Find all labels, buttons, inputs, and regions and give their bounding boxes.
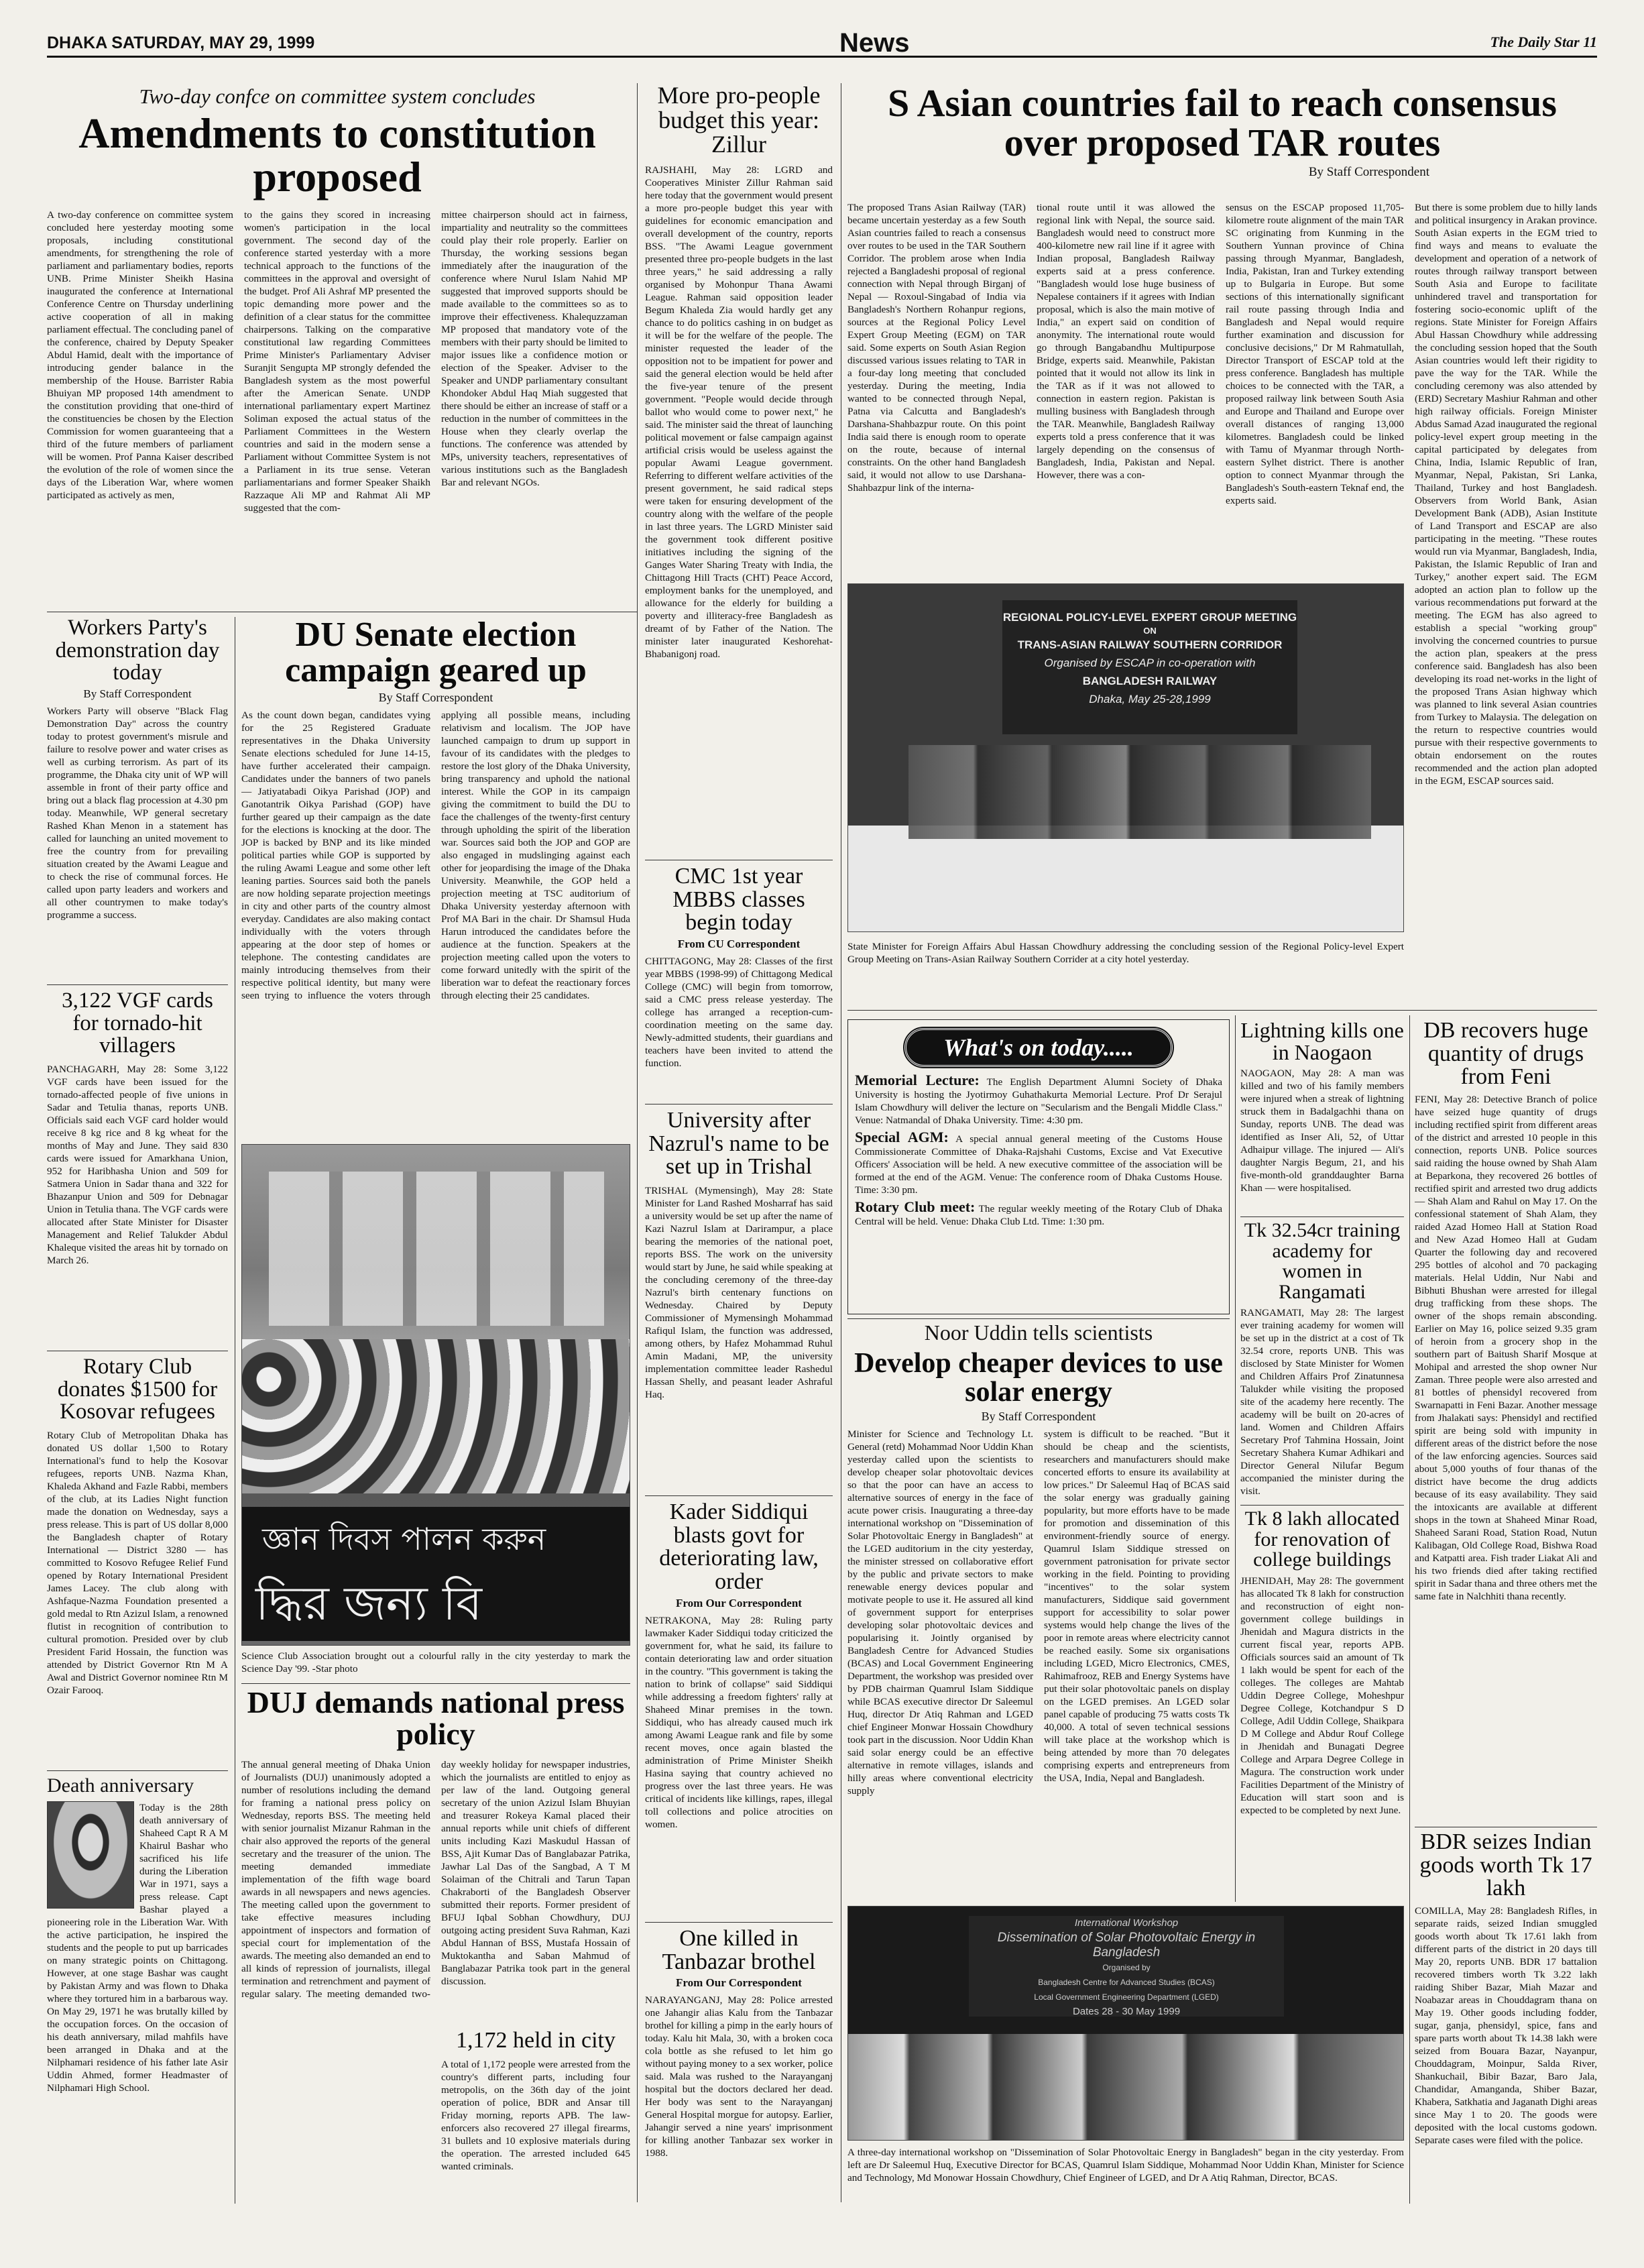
article-solar [847,1318,1230,1902]
tar-photo-table [848,826,1404,932]
tar-caption: State Minister for Foreign Affairs Abul Hassan Chowdhury addressing the concluding session of the Regional Policy-level Expert Group Meeting on Trans-Asian Railway Southern Corrider at a city hotel yesterday. [847,941,1404,965]
solar-col1: Minister for Science and Technology Lt. General (retd) Mohammad Noor Uddin Khan yesterday called upon the scientists to develop cheaper solar photovoltaic devices so that the poor can have an access to alternative sources of energy in the face of acute power crisis. Inaugurating a three-day international workshop on "Dissemination of Solar Photovoltaic Energy in Bangladesh" at the LGED auditorium in the city yesterday, the minister stressed on collaborative effort by the public and private sectors to make renewable energy devices popular and motivate people to use it. He assured all kind of government support for enterprises developing solar photovoltaic devices and popularising it. Jointly organised by Bangladesh Centre for Advanced Studies (BCAS) and Local Government Engineering Department, the workshop was presided over by PDB chairman Quamrul Islam Siddique while BCAS executive director Dr Saleemul Huq, director Dr Atiq Rahman and LGED chief Engineer Monwar Hossain Chowdhury took part in the discussion. Noor Uddin Khan said solar energy could be an effective alternative in remote villages, islands and hilly areas where conventional electricity supply [847,1428,1033,1797]
article-workers [47,617,228,979]
rotary-body: Rotary Club of Metropolitan Dhaka has donated US dollar 1,500 to Rotary International's fund to help the Kosovar refugees, reports UNB. Nazma Khan, Khaleda Akhand and Fazle Rabbi, members of the club, at its Ladies Night function made the donation on Wednesday, says a press release. This is part of US dollar 8,000 the Bangladesh chapter of Rotary International — District 3280 — has committed to Kosovo Refugee Relief Fund opened by Rotary International President James Lacey. The club along with Ashfaque-Nazma Foundation presented a gold medal to Rtn Azizul Islam, a renowned flutist in recognition of contribution to cultural promotion. Presided over by club President Farid Hossain, the function was attended by District Governor Rtn M A Awal and District Governor nominee Rtn M Ozair Farooq. [47,1429,228,1696]
science-photo [241,1144,630,1646]
duj-body: The annual general meeting of Dhaka Union of Journalists (DUJ) unanimously adopted a number of resolutions including the demand for framing a national press policy on Wednesday, reports BSS. The meeting held with senior journalist Mizanur Rahman in the chair also approved the reports of the general secretary and the treasurer of the union. The meeting demanded immediate implementation of the fifth wage board awards in all newspapers and news agencies. The meeting called upon the government to take effective measures including appointment of inspectors and formation of special court for implementation of the awards. The meeting also demanded an end to all kinds of repression of journalists, illegal termination and retrenchment and payment of regular salary. The meeting demanded two-day weekly holiday for newspaper industries, which the journalists are entitled to enjoy as per law of the land. Outgoing general secretary of the union Azizul Islam Bhuyian and treasurer Rokeya Kamal placed their annual reports while unit chiefs of different units including Kazi Maskudul Hassan of BSS, Ajit Kumar Das of Banglabazar Patrika, Jawhar Lal Das of the Sangbad, A T M Solaiman of the Chitrali and Tarun Tapan Chakraborti of the Bangladesh Observer submitted their reports. Former president of BFUJ Iqbal Sobhan Chowdhury, DUJ outgoing acting president Suva Rahman, Kazi Abdul Hannan of BSS, Mustafa Hossain of Muktokantha and Saban Mahmud of Banglabazar Patrika took part in the general discussion. [241,1758,630,2000]
whats-on-box [847,1019,1230,1314]
science-crowd [242,1339,630,1493]
kader-byline: From Our Correspondent [676,1596,802,1609]
solar-caption: A three-day international workshop on "Dissemination of Solar Photovoltaic Energy in Bangladesh" began in the city yesterday. From left are Dr Saleemul Huq, Executive Director for BCAS, Quamrul Islam Siddique, Mohammad Noor Uddin Khan, Minister for Science and Technology, Md Monowar Hossain Chowdhury, Chief Engineer of LGED, and Dr A Atiq Rahman, Director, BCAS. [847,2147,1404,2184]
held-body: A total of 1,172 people were arrested from the country's different parts, including four metropolis, on the 36th day of the joint operation of police, BDR and Ansar till Friday morning, reports APB. The law-enforcers also recovered 27 illegal firearms, 31 bullets and 10 explosive materials during the operation. The arrested included 645 wanted criminals. [441,2058,630,2172]
article-nazrul [645,1109,833,1491]
rotary-headline: Rotary Club donates $1500 for Kosovar refugees [57,1356,218,1424]
kader-body: NETRAKONA, May 28: Ruling party lawmaker Kader Siddiqui today criticized the government for, what he said, its failure to contain deteriorating law and order situation in the country. "This government is taking the nation to brink of collapse" said Siddiqui while addressing a freedom fighters' rally at Shaheed Minar premises in the town. Siddiqui, who has already caused much irk among Awami League rank and file by some recent moves, once again blasted the administration of Prime Minister Sheikh Hasina saying that country achieved no progress over the last three years. He was critical of incidents like killings, rapes, illegal toll collections and police atrocities on women. [645,1614,833,1830]
tar-col1: The proposed Trans Asian Railway (TAR) became uncertain yesterday as a few South Asian countries failed to reach a consensus over routes to be used in the TAR Southern Corridor. The problem arose when India rejected a Bangladeshi proposal of regional connection with Nepal through Birganj of Nepal — Roxoul-Singabad of India via Bangladesh's Northern Rohanpur regions, sources at the Regional Policy Level Expert Group Meeting (EGM) on TAR said. Some experts on South Asian Region discussed various issues relating to TAR in a four-day long meeting that concluded yesterday. During the meeting, India wanted to be connected through Nepal, Patna via Calcutta and Bangladesh's Darshana-Shahbazpur route. On this point India said there is enough room to operate on the route, because of internal constraints. On the other hand Bangladesh said, it would not allow to use Darshana-Shahbazpur link of the interna- [847,202,1026,494]
amend-kicker: Two-day confce on committee system concludes [139,84,536,108]
article-feni [1415,1019,1597,1824]
workers-body: Workers Party will observe "Black Flag Demonstration Day" across the country today to protest government's misrule and failure to resolve power and water crises as well as curbing terrorism. As part of its programme, the Dhaka city unit of WP will assemble in front of their party office and bring out a black flag procession at 4.30 pm today. Meanwhile, WP general secretary Rashed Khan Menon in a statement has called for launching an united movement to free the country from for prevailing situation created by the Awami League and to check the rise of communal forces. He called upon party leaders and workers and all other countrymen to make today's programme a success. [47,705,228,921]
academy-body: RANGAMATI, May 28: The largest ever training academy for women will be set up in the district at a cost of Tk 32.54 crore, reports UNB. This was disclosed by State Minister for Women and Children Affairs Prof Zinatunnesa Talukder while visiting the proposed site of the academy here recently. The academy will be built on 20-acres of land. Women and Children Affairs Secretary Prof Tahmina Hossain, Joint Secretary Shahera Kumar Adhikari and Director General Nilufar Begum accompanied the minister during the visit. [1240,1307,1404,1497]
article-amendments [47,83,628,606]
tar-photo-people [908,745,1371,839]
zillur-headline: More pro-people budget this year: Zillur [657,83,821,158]
tar-headline: S Asian countries fail to reach consensus over proposed TAR routes [888,83,1557,165]
death-body: Today is the 28th death anniversary of Shaheed Capt R A M Khairul Bashar who sacrificed his life during the Liberation War in 1971, says a press release. Capt Bashar played a pioneering role in the Liberation War. With the active participation, he inspired the students and the people to put up barricades on many strategic points on Chittagong. However, at one stage Bashar was caught by Pakistan Army and was flown to Dhaka where they tortured him in a barbarous way. On May 29, 1971 he was brutally killed by the occupation forces. On the occasion of his death anniversary, milad mahfils have been arranged in Dhaka and at the Nilphamari residence of his father late Asir Uddin Ahmed, former Headmaster of Nilphamari High School. [47,1802,228,2094]
tar-byline: By Staff Correspondent [1308,165,1429,180]
tanbazar-byline: From Our Correspondent [676,1976,802,1990]
article-bdr [1415,1831,1597,2204]
article-vgf [47,990,228,1345]
tanbazar-headline: One killed in Tanbazar brothel [662,1927,816,1974]
death-headline: Death anniversary [47,1774,194,1797]
nazrul-headline: University after Nazrul's name to be set up in Trishal [648,1109,829,1180]
article-academy [1240,1221,1404,1502]
article-tanbazar [645,1927,833,2204]
article-college [1240,1509,1404,1902]
paper-logo: The Daily Star 11 [1490,34,1597,50]
whats-item-agm: Special AGM: A special annual general meeting of the Customs House Commissionerate Committee of Dhaka-Rajshahi Customs, Excise and Vat Executive Officers' Association will be held. A new executive committee of the association will be formed at the end of the AGM. Venue: The conference room of Dhaka Customs House. Time: 3:30 pm. [855,1129,1222,1196]
workers-byline: By Staff Correspondent [83,687,192,700]
cmc-headline: CMC 1st year MBBS classes begin today [672,865,805,935]
whats-item-rotary: Rotary Club meet: The regular weekly meeting of the Rotary Club of Dhaka Central will be held. Venue: Dhaka Club Ltd. Time: 1:30 pm. [855,1198,1222,1227]
nazrul-body: TRISHAL (Mymensingh), May 28: State Minister for Land Rashed Mosharraf has said a university would be set up after the name of Kazi Nazrul Islam at Darirampur, a place bearing the memories of the national poet, reports BSS. The work on the university would start by June, he said while speaking at the concluding ceremony of the three-day Nazrul's birth centenary functions on Wednesday. Chaired by Deputy Commissioner of Mymensingh Mohammad Rafiqul Islam, the function was addressed, among others, by Hafez Mohammad Ruhul Amin Madani, MP, the university implementation committee leader Rashedul Hassan Shelly, and peasant leader Ashraful Haq. [645,1185,833,1401]
tar-photo [847,583,1404,932]
cmc-body: CHITTAGONG, May 28: Classes of the first year MBBS (1998-99) of Chittagong Medical College (CMC) will begin from tomorrow, said a CMC press release yesterday. The college has arranged a reception-cum-coordination meeting on the same day. Newly-admitted students, their guardians and teachers have been invited to attend the function. [645,956,833,1070]
whats-item-memorial: Memorial Lecture: The English Department Alumni Society of Dhaka University is hosting the Jyotirmoy Guhathakurta Memorial Lecture. Prof Dr Serajul Islam Chowdhury will deliver the lecture on "Secularism and the Bengali Middle Class." Venue: Natmandal of Dhaka University. Time: 4:30 pm. [855,1072,1222,1126]
zillur-body: RAJSHAHI, May 28: LGRD and Cooperatives Minister Zillur Rahman said here today that the government would present a more pro-people budget this year with guidelines for economic emancipation and overall development of the country, reports BSS. "The Awami League government presented three pro-people budgets in the last three years," he said addressing a rally organised by Mohonpur Thana Awami League. Rahman said opposition leader Begum Khaleda Zia would hardly get any chance to do politics cashing in on budget as it will be for the welfare of the people. The minister requested the leader of the opposition not to be impatient for power and said the general election would be held after the five-year tenure of the present government. "People would decide through ballot who would come to power next," he said. The minister said the threat of launching political movement or false campaign against artificial crisis would be useless against the popular Awami League government. Referring to different welfare activities of the present government, he said radical steps were taken for ensuring development of the country along with the welfare of the people in last three years. The LGRD Minister said the government took different positive initiatives including the signing of the Ganges Water Sharing Treaty with India, the Chittagong Hill Tracts (CHT) Peace Accord, employment banks for the unemployed, and allowance for the elderly for building a poverty and illiteracy-free Bangladesh as dreamt of by Father of the Nation. The minister later inaugurated Keshorehat-Bhabanigonj road. [645,164,833,661]
vgf-body: PANCHAGARH, May 28: Some 3,122 VGF cards have been issued for the tornado-affected people of five unions in Sadar and Tetulia thanas, reports UNB. Officials said each VGF card holder would receive 8 kg rice and 8 kg wheat for the months of May and June. They said 830 cards were issued for Amarkhana Union, 952 for Haribhasha Union and 509 for Satmera Union in Sadar thana and 322 for Bhazanpur Union and 509 for Debnagar Union in Tetulia thana. The VGF cards were allocated after State Minister for Disaster Management and Relief Talukder Abdul Khaleque visited the areas hit by tornado on March 26. [47,1063,228,1266]
cmc-byline: From CU Correspondent [677,938,801,951]
section-label: News [839,31,910,58]
solar-headline: Develop cheaper devices to use solar energy [854,1348,1223,1408]
held-headline: 1,172 held in city [456,2028,615,2053]
vgf-headline: 3,122 VGF cards for tornado-hit villagers [62,990,213,1058]
amend-headline: Amendments to constitution proposed [78,109,596,201]
workers-headline: Workers Party's demonstration day today [55,617,220,685]
article-death [47,1774,228,2204]
article-cmc [645,865,833,1100]
solar-kicker: Noor Uddin tells scientists [847,1318,1230,1345]
article-duj [241,1687,630,2204]
du-byline: By Staff Correspondent [378,691,493,705]
article-kader [645,1501,833,1917]
tar-col3: sensus on the ESCAP proposed 11,705-kilometre route alignment of the main TAR SC originating from Kunming in the Southern Yunnan province of China passing through Myanmar, Bangladesh, India, Pakistan, Iran and Turkey extending up to Bulgaria in Europe. But some sections of this internationally significant rail route passing through India and Bangladesh and Nepal would require further examination and discussion for conclusive decisions," Dr M Rahmatullah, Director Transport of ESCAP told at the press conference. Bangladesh has multiple choices to be connected with the TAR, a proposed railway link between South Asia and Europe and Thailand and Europe over overall distances of ranging 13,000 kilometres. Bangladesh could be linked with Tamu of Myanmar through North-eastern Sylhet district. There is another option to connect Myanmar through the Bangladesh's South-eastern Teknaf end, the experts said. [1226,202,1404,506]
solar-photo-people [848,2034,1404,2141]
college-body: JHENIDAH, May 28: The government has allocated Tk 8 lakh for construction and reconstruction of eight non-government college buildings in Jhenidah and Magura districts in the current fiscal year, reports APB. Officials sources said an amount of Tk 1 lakh would be spent for each of the colleges. The colleges are Mahtab Uddin Degree College, Moheshpur Degree College, Kotchandpur S D College, Adil Uddin College, Shaikpara D M College and Abdur Rouf College in Jhenidah and Bunagati Degree College and Arpara Degree College in Magura. The construction work under Facilities Department of the Ministry of Education will start soon and is expected to be completed by next June. [1240,1575,1404,1816]
amend-col3: mittee chairperson should act in fairness, impartiality and neutrality so the committees could play their role properly. Earlier on Thursday, the working sessions began immediately after the inauguration of the conference where Nurul Islam Nahid MP suggested that improved supports should be made available to the committees so as to improve their effectiveness. Khalequzzaman MP proposed that mandatory vote of the members with their party should be limited to major issues like a confidence motion or election of the Speaker. Adviser to the Speaker and UNDP parliamentary consultant Khondoker Abdul Haq Miah suggested that there should be either an increase of staff or a reduction in the number of committees in the House when they clearly overlap the functions. The conference was attended by MPs, university teachers, representatives of various institutions such as the Bangladesh Bar and relevant NGOs. [441,209,628,488]
science-caption: Science Club Association brought out a colourful rally in the city yesterday to mark the Science Day '99. -Star photo [241,1650,630,1675]
amend-col1: A two-day conference on committee system concluded here yesterday mooting some proposals, including constitutional amendments, for strengthening the role of parliament and parliamentary bodies, reports UNB. Prime Minister Sheikh Hasina inaugurated the conference at International Conference Centre on Thursday underlining active cooperation of all in making parliament effectual. The concluding panel of the conference, chaired by Deputy Speaker Abdul Hamid, dealt with the importance of introducing gender balance in the membership of the House. Barrister Rabia Bhuiyan MP proposed 14th amendment to the constitution providing that one-third of the constituencies be chosen by the Election Commission for women guaranteeing that a third of the future members of parliament will be women. Prof Panna Kaiser described the evolution of the role of women since the days of the Liberation War, where women participated as actively as men, [47,209,233,501]
tanbazar-body: NARAYANGANJ, May 28: Police arrested one Jahangir alias Kalu from the Tanbazar brothel for killing a pimp in the early hours of today. Kalu hit Mala, 30, with a broken coca cola bottle as she refused to let him go without paying money to a sex worker, police said. Mala was rushed to the Narayanganj hospital but the doctors declared her dead. Her body was sent to the Narayanganj General Hospital morgue for autopsy. Earlier, Jahangir served a nine years' imprisonment for killing another Tanbazar sex worker in 1988. [645,1994,833,2159]
masthead-bar [47,31,1597,58]
solar-byline: By Staff Correspondent [981,1409,1096,1423]
bdr-body: COMILLA, May 28: Bangladesh Rifles, in separate raids, seized Indian smuggled goods worth about Tk 17.61 lakh from different parts of the district in 20 days till May 20, reports UNB. BDR 17 battalion recovered timbers worth Tk 3.22 lakh raiding Shiber Bazar, Miah Mazar and Noabazar areas in Chouddagram thana on May 19. Other goods including fodder, sugar, ganja, phensidyl, spice, fans and spare parts worth about Tk 14.38 lakh were seized from Bouara Bazar, Nayanpur, Chouddagram, Moinpur, Salda River, Shankuchail, Bibir Bazar, Baro Jala, Chandidar, Amanganda, Shiber Bazar, Khabera, Satkhatia and Jaganath Dighi areas since May 1 to 20. The goods were deposited with the local customs godown. Separate cases were filed with the police. [1415,1905,1597,2147]
article-zillur [645,83,833,854]
du-headline: DU Senate election campaign geared up [285,617,587,690]
feni-headline: DB recovers huge quantity of drugs from Feni [1423,1019,1588,1090]
article-du [241,617,630,1133]
college-headline: Tk 8 lakh allocated for renovation of college buildings [1244,1509,1400,1571]
dateline: DHAKA SATURDAY, MAY 29, 1999 [47,34,315,52]
lightning-body: NAOGAON, May 28: A man was killed and two of his family members were injured when a streak of lightning struck them in Badalgachhi thana on Sunday, reports UNB. The dead was identified as Inser Ali, 52, of Uttar Adhaipur village. The injured — Ali's daughter Nargis Begum, 21, and his five-month-old granddaughter Barna Khan — were hospitalised. [1240,1068,1404,1194]
tar-col4: But there is some problem due to hilly lands and political insurgency in Arakan province. South Asian experts in the EGM tried to find ways and means to evaluate the development and operation of a network of routes through railway transport between South Asia and Europe to facilitate unhindered travel and transportation for fostering socio-economic uplift of the regions. State Minister for Foreign Affairs Abul Hassan Chowdhury while addressing the concluding session hoped that the South Asian countries would left their rigidity to pave the way for the TAR. While the concluding ceremony was also attended by (ERD) Secretary Mashiur Rahman and other high railway officials. Foreign Minister Abdus Samad Azad inaugurated the regional policy-level expert group meeting in the capital participated by delegates from China, India, Islamic Republic of Iran, Myanmar, Nepal, Pakistan, Sri Lanka, Thailand, Turkey and host Bangladesh. Observers from World Bank, Asian Development Bank (ADB), Asian Institute of Land Transport and ESCAP are also participating in the meeting. "These routes would run via Myanmar, Bangladesh, India, Pakistan, the Islamic Republic of Iran and Turkey," another expert said. The EGM adopted an action plan to follow up the various recommendations put forward at the meeting. The EGM has also agreed to establish a special "working group" involving the concerned countries to pursue the action plan, speakers at the press conference said. Bangladesh has also been developing its road net-works in the light of the proposed Trans Asian highway which was planned to link several Asian countries from Turkey to Malaysia. The delegation on the return to respective countries would pursue with their respective governments to obtain endorsement on the routes recommended and the action plan adopted in the EGM, ESCAP sources said. [1415,202,1597,787]
amend-col2: to the gains they scored in increasing women's participation in the local government. The second day of the conference started yesterday with a more technical approach to the functions of the committees in the approval and oversight of the budget. Prof Ali Ashraf MP presented the topic demanding more power and the definition of a clear status for the committee chairpersons. Talking on the comparative constitutional law regarding Committees Prime Minister's Parliamentary Adviser Suranjit Sengupta MP strongly defended the Bangladesh system as the most powerful after the American Senate. UNDP international parliamentary expert Martinez Soliman exposed the actual status of the Parliament Committees in the Western countries and said in the modern sense a Parliament without Committee System is not a Parliament in its true sense. Veteran parliamentarians and former Speaker Shaikh Razzaque Ali MP and Rahmat Ali MP suggested that the com- [244,209,430,514]
article-lightning [1240,1019,1404,1214]
whats-on-banner: What's on today..... [904,1028,1173,1067]
feni-body: FENI, May 28: Detective Branch of police have seized huge quantity of drugs including rectified spirit from different areas of the district and arrested 10 people in this connection, reports UNB. Police sources said raiding the house owned by Shah Alam at Beparkona, they recovered 26 bottles of rectified spirit and arrested two drug addicts — Shah Alam and Rahul on May 17. On the confessional statement of Shah Alam, they raided Azad Homeo Hall at Station Road and New Azad Homeo Hall at Gudam Quarter the following day and recovered 295 bottles of alcohol and 70 packaging materials. Helal Uddin, Nur Nabi and Bibhuti Bhushan were arrested for illegal drug trafficking from these shops. The owner of the shops remain absconding. Earlier on May 16, police seized 9.35 gram of heroin from a grocery shop in the southern part of Baitush Sharif Mosque at Mohipal and arrested the shop owner Nur Zaman. Three people were also arrested and 81 bottles of phensidyl recovered from Swarnapatti in Feni Bazar. Another message from Jhalakati says: Phensidyl and rectified spirit are being sold with impunity in different areas of the district before the nose of the law enforcing agencies. Sources said about 5,000 youths of four thanas of the district have become the drug addicts because of its easy availability. They said the intoxicants are available at different shops in the town at Shaheed Minar Road, Shaheed Sarani Road, Station Road, Nutun Kalibagan, Old College Road, Bishwa Road and Katpatti area. Fish trader Liakat Ali and his two friends died after taking rectified spirit in Sadar thana and three others met the same fate in Nalchhiti thana recently. [1415,1094,1597,1603]
article-rotary [47,1356,228,1766]
death-portrait [47,1801,134,1909]
duj-headline: DUJ demands national press policy [247,1687,625,1751]
solar-col2: system is difficult to be reached. "But it should be cheap and the scientists, researchers and manufacturers should make concerted efforts to ensure its availability at low prices." Dr Saleemul Haq of BCAS said the solar energy was gradually gaining popularity, but more efforts have to be made for promotion and dissemination of this environment-friendly source of energy. Quamrul Islam Siddique stressed on government patronisation for private sector working in the field. Pointing to providing "incentives" to the solar system manufacturers, Siddique said government support for accessibility to solar power systems would help change the lives of the poor in remote areas where electricity cannot be reached easily. Some six organisations including LGED, Micro Electronics, CMES, Rahimafrooz, REB and Energy Systems have put their solar photovoltaic panels on display on the LGED premises. An LGED solar panel capable of producing 75 watts costs Tk 40,000. A total of seven technical sessions will take place at the workshop which is being attended by more than 70 delegates comprising experts and entrepreneurs from the USA, India, Nepal and Bangladesh. [1044,1428,1230,1784]
solar-banner: International Workshop Dissemination of Solar Photovoltaic Energy in Bangladesh Organised by Bangladesh Centre for Advanced Studies (BCAS) Local Government Engineering Department (LGED) Dates 28 - 30 May 1999 [969,1916,1284,2017]
tar-col2: tional route until it was allowed the regional link with Nepal, the source said. Bangladesh would need to construct more 400-kilometre new rail line if it agree with Indian proposal, Bangladesh Railway experts said at a press conference. "Bangladesh would lose huge business of Nepalese containers if it agrees with Indian proposal, which is also the main motive of India," an expert said on condition of anonymity. The international route would go through Bangabandhu Multipurpose Bridge, experts said. Meanwhile, Pakistan pointed that it would not allow its link in the TAR as if it was not allowed to connection in eastern region. Pakistan is mulling business with Bangladesh through the TAR. Meanwhile, Bangladesh Railway experts told a press conference that it was largely depending on the consensus of Bangladesh, India, Pakistan and Nepal. However, there was a con- [1037,202,1215,481]
bdr-headline: BDR seizes Indian goods worth Tk 17 lakh [1419,1831,1592,1901]
du-body: As the count down began, candidates vying for the 25 Registered Graduate representatives in the Dhaka University Senate elections scheduled for June 14-15, have further accelerated their campaign. Candidates under the banners of two panels — Jatiyatabadi Oikya Parishad (JOP) and Ganotantrik Oikya Parishad (GOP) have further geared up their campaign as the date for the elections is knocking at the door. The JOP is backed by BNP and its like minded political parties while GOP is supported by the ruling Awami League and some other left leaning parties. Sources said both the panels are now holding separate projection meetings in city and other parts of the country almost everyday. Candidates are also making contact individually with the voters through appearing at the door step of homes or telephone. The contesting candidates are mainly introducing themselves from their respective political identity, but many were seen trying to influence the voters through applying all possible means, including relativism and localism. The JOP have launched campaign to drum up support in favour of its candidates with the pledges to restore the lost glory of the Dhaka University, bring transparency and uphold the national interest. While the GOP in its campaign giving the commitment to build the DU to face the challenges of the twenty-first century through upholding the spirit of the liberation war. Sources said both the JOP and GOP are also engaged in mudslinging against each other for jeopardising the image of the Dhaka University. Meanwhile, the GOP held a projection meeting at TSC auditorium of Dhaka University yesterday afternoon with Prof MA Bari in the chair. Dr Shamsul Huda Harun introduced the candidates before the audience at the function. Speakers at the projection meeting called upon the voters to come forward unitedly with the spirit of the liberation war to defeat the reactionary forces through electing their 25 candidates. [241,710,630,1002]
kader-headline: Kader Siddiqui blasts govt for deteriorating law, order [659,1501,819,1595]
lightning-headline: Lightning kills one in Naogaon [1240,1019,1404,1064]
solar-photo [847,1906,1404,2141]
science-banner: জ্ঞান দিবস পালন করুন দ্ধির জন্য বি [242,1507,630,1641]
science-placards [269,1172,604,1326]
tar-banner: REGIONAL POLICY-LEVEL EXPERT GROUP MEETING ON TRANS-ASIAN RAILWAY SOUTHERN CORRIDOR Organised by ESCAP in co-operation with BANGLADESH RAILWAY Dhaka, May 25-28,1999 [1002,600,1297,734]
academy-headline: Tk 32.54cr training academy for women in Rangamati [1244,1221,1401,1303]
